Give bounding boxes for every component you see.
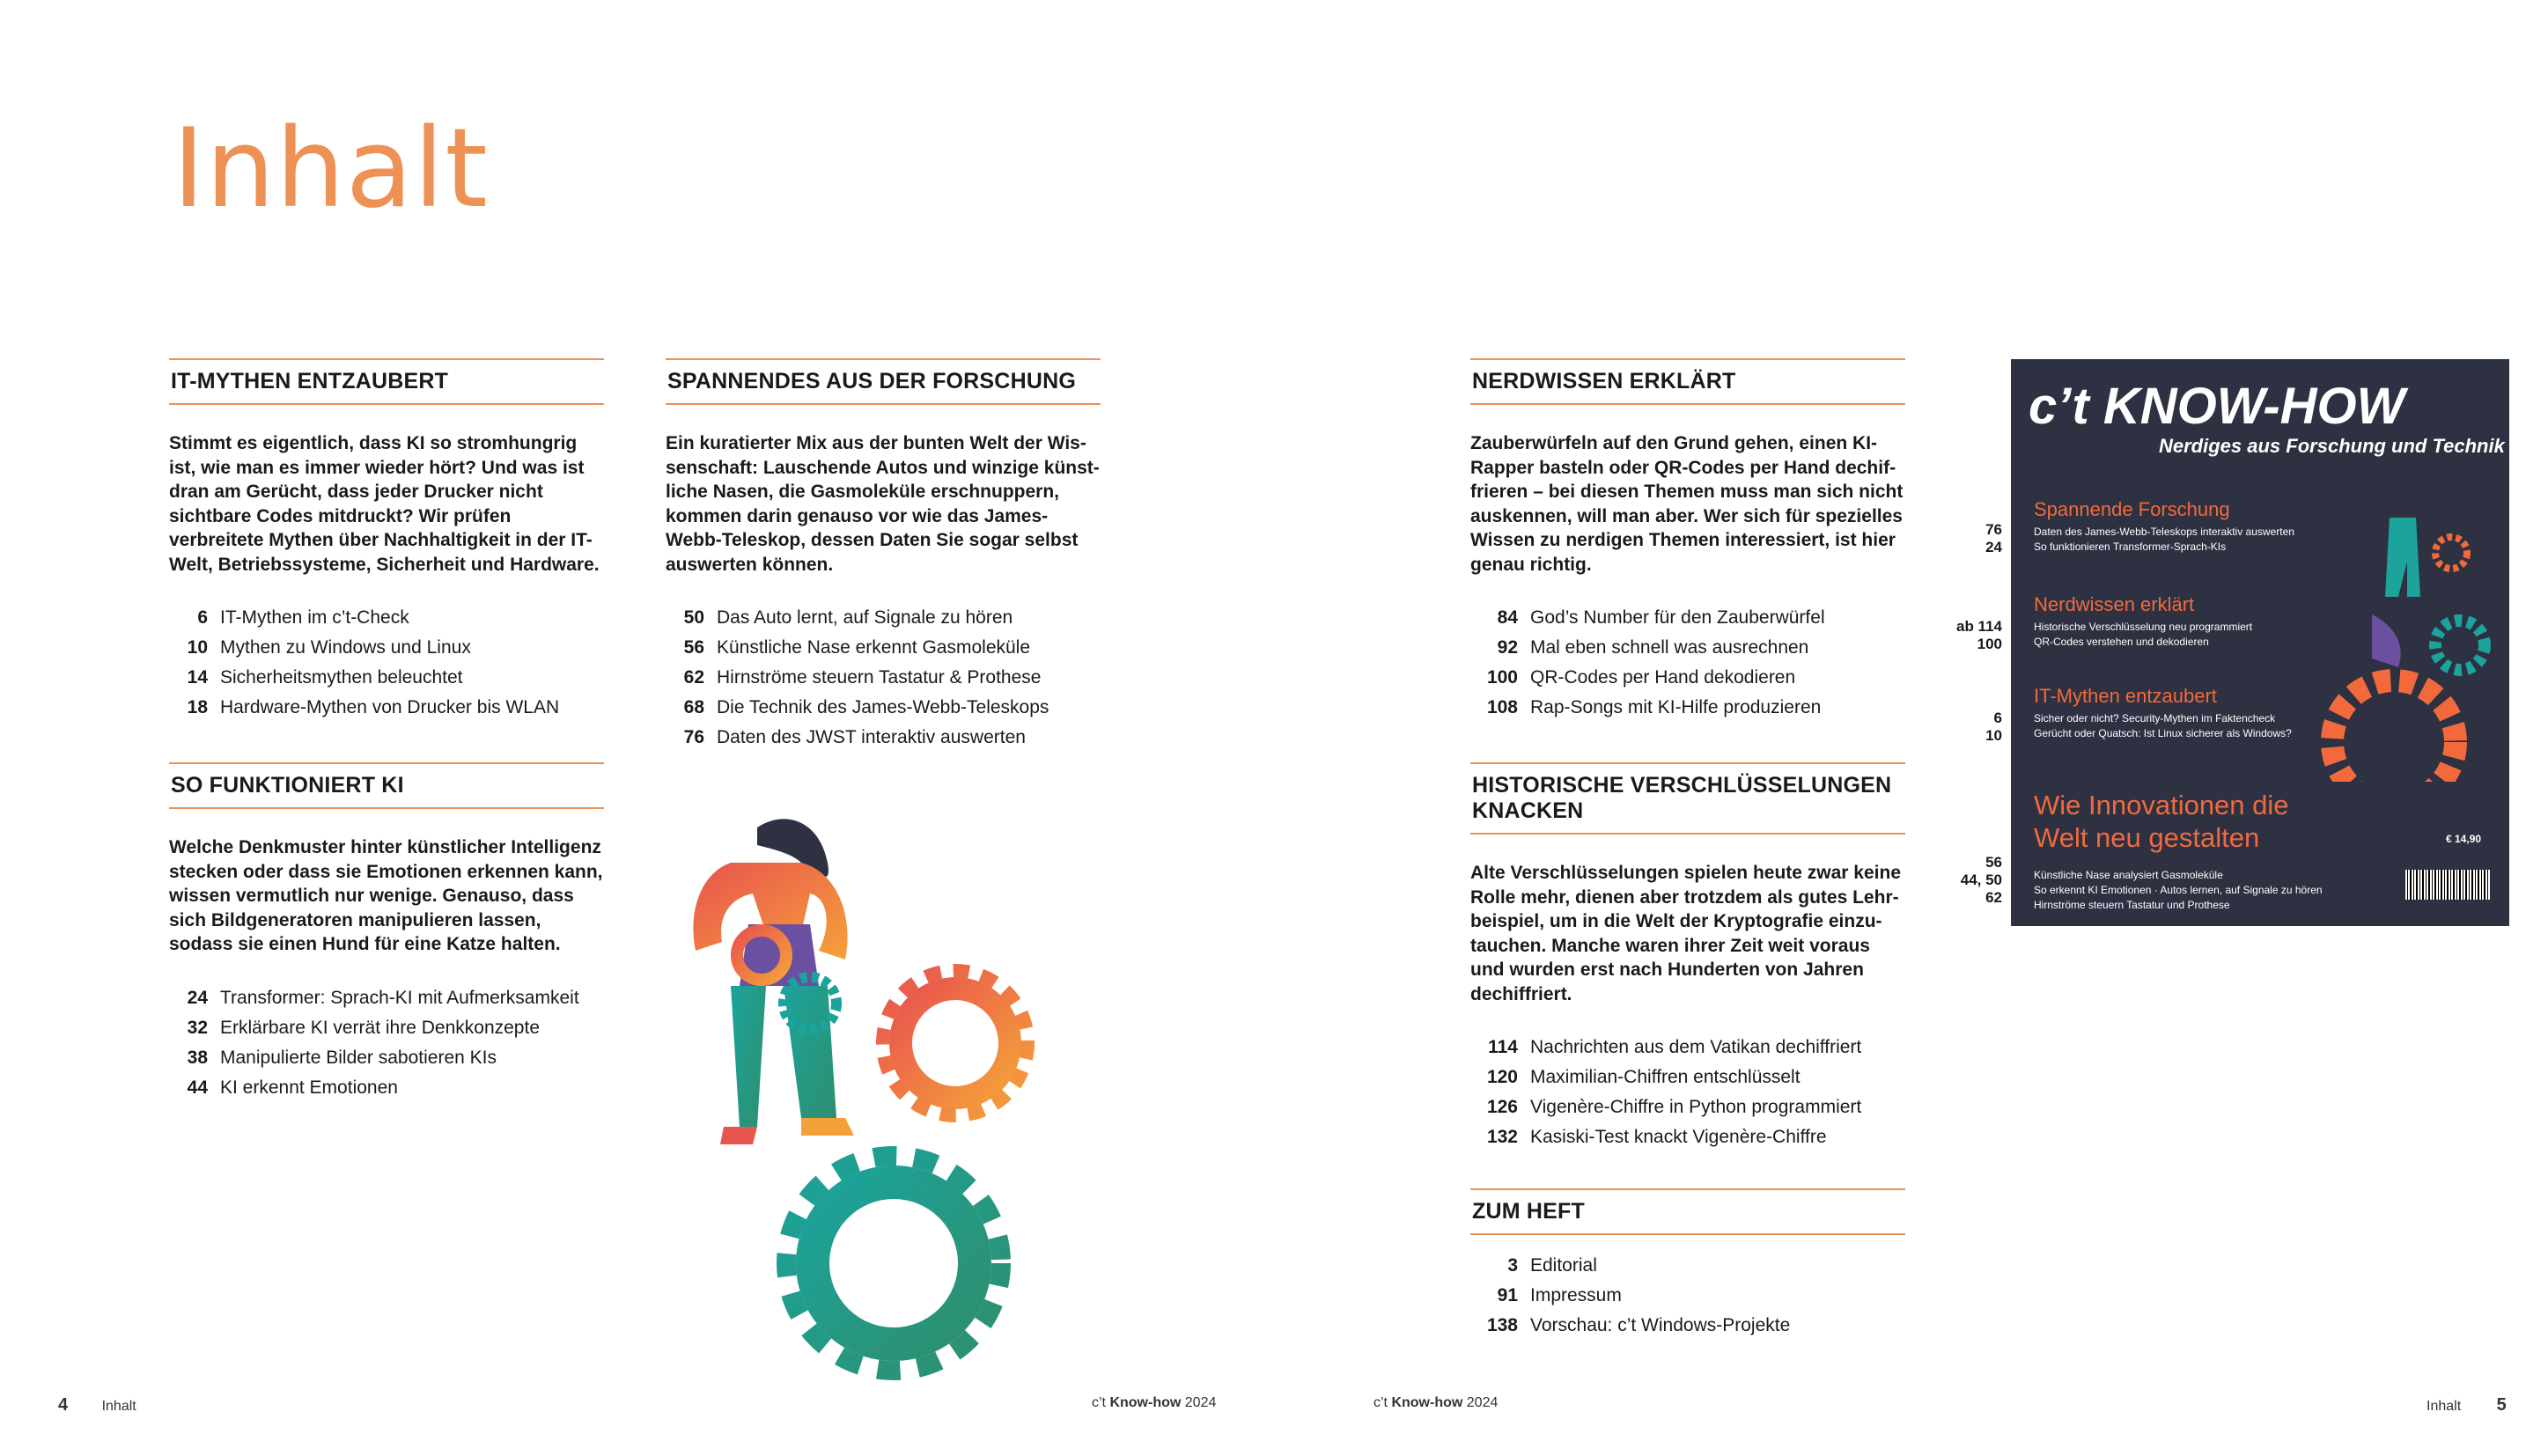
entry-title: Editorial [1530,1255,1597,1276]
page-number: 92 [1497,637,1518,658]
footer-brand-right [1373,1395,1498,1411]
cover-ref: 10 [1985,727,2002,744]
cover-line: Sicher oder nicht? Security-Mythen im Faktencheck [2034,712,2276,724]
cover-line: Hirnströme steuern Tastatur und Prothese [2034,899,2230,911]
cover-gear-shape [2435,621,2485,670]
section-ki [169,762,604,1103]
page-number: 14 [187,667,208,688]
brand-name: Know-how [1391,1395,1463,1410]
toc-entry[interactable] [169,633,604,663]
entry-title: Sicherheitsmythen beleuchtet [220,667,463,688]
cover-ref: 62 [1985,889,2002,906]
cover-headline: Wie Innovationen die Welt neu gestalten [2034,790,2289,853]
cover-line: Historische Verschlüsselung neu programmiert [2034,621,2253,633]
toc-entry[interactable] [169,1043,604,1073]
page-number: 62 [683,667,704,688]
entry-title: God’s Number für den Zauberwürfel [1530,607,1825,628]
section-heading: IT-MYTHEN ENTZAUBERT [169,358,604,405]
toc-entry[interactable] [1470,1281,1905,1311]
brand-year: 2024 [1184,1395,1217,1410]
toc-entry[interactable] [1470,663,1905,693]
cover-ref: ab 114 [1956,618,2002,635]
page-number: 44 [187,1077,208,1098]
toc-entry[interactable] [169,693,604,723]
toc-list [1470,1251,1905,1341]
toc-entry[interactable] [666,693,1101,723]
right-shoe-shape [801,1118,854,1136]
page-number: 108 [1486,697,1518,717]
entry-title: Maximilian-Chiffren entschlüsselt [1530,1067,1801,1087]
page-number: 18 [187,697,208,717]
section-intro: Alte Verschlüsselungen spielen heute zwar keine Rolle mehr, dienen aber trotzdem als gutes Lehrbeispiel, um in die Welt der Kryptografie einzutauchen. Manche waren ihrer Zeit weit voraus und wurden erst nach Hunderten von Jahren dechiffriert. [1470,863,1902,1004]
section-intro: Stimmt es eigentlich, dass KI so stromhungrig ist, wie man es immer wieder hört? Und was ist dran am Gerücht, dass jeder Drucker nicht sichtbare Codes mitdruckt? Wir prüfen verbreitete Mythen über Nachhaltigkeit in der IT-Welt, Betriebssysteme, Sicherheit und Hardware. [169,433,600,575]
page-number: 84 [1497,607,1518,628]
cover-figure-shape [2385,518,2420,597]
cover-line: Künstliche Nase analysiert Gasmoleküle [2034,869,2223,881]
section-it-mythen [169,358,604,723]
section-forschung [666,358,1101,753]
left-leg-shape [731,986,766,1127]
toc-entry[interactable] [1470,1251,1905,1281]
cover-ref: 76 [1985,521,2002,538]
footer-label: Inhalt [2426,1399,2462,1414]
cover-logo: c’t KNOW-HOW [2029,378,2405,435]
cover-ref: 6 [1993,710,2002,726]
entry-title: Rap-Songs mit KI-Hilfe produzieren [1530,697,1822,717]
entry-title: Vorschau: c’t Windows-Projekte [1530,1315,1791,1335]
entry-title: Hardware-Mythen von Drucker bis WLAN [220,697,560,717]
toc-entry[interactable] [1470,1063,1905,1092]
page-number: 38 [187,1047,208,1068]
page-number: 10 [187,637,208,658]
toc-entry[interactable] [169,603,604,633]
page-number: 76 [683,727,704,747]
brand-prefix: c’t [1373,1395,1388,1410]
page-number: 126 [1486,1097,1518,1117]
barcode [2405,870,2490,900]
cover-subtitle: Nerdiges aus Forschung und Technik [2159,435,2505,457]
section-heading: SPANNENDES AUS DER FORSCHUNG [666,358,1101,405]
toc-list [1470,1033,1905,1152]
section-intro: Ein kuratierter Mix aus der bunten Welt der Wissenschaft: Lauschende Autos und winzige künstliche Nasen, die Gasmoleküle erschnuppern, kommen darin genauso vor wie das James-Webb-Teleskop, dessen Daten Sie sogar selbst auswerten können. [666,433,1100,575]
page-number: 138 [1486,1315,1518,1335]
toc-entry[interactable] [169,1073,604,1103]
entry-title: Vigenère-Chiffre in Python programmiert [1530,1097,1862,1117]
entry-title: Transformer: Sprach-KI mit Aufmerksamkeit [220,987,579,1008]
teal-gear-shape [813,1182,975,1344]
entry-title: Das Auto lernt, auf Signale zu hören [717,607,1013,628]
entry-title: Künstliche Nase erkennt Gasmoleküle [717,637,1031,658]
page-number: 3 [1507,1255,1518,1276]
page-number: 114 [1488,1037,1518,1057]
entry-title: Kasiski-Test knackt Vigenère-Chiffre [1530,1127,1827,1147]
entry-title: Hirnströme steuern Tastatur & Prothese [717,667,1042,688]
section-heading: ZUM HEFT [1470,1188,1905,1235]
toc-entry[interactable] [1470,603,1905,633]
right-leg-shape [784,986,836,1118]
cover-line: So funktionieren Transformer-Sprach-KIs [2034,540,2227,553]
entry-title: Mal eben schnell was ausrechnen [1530,637,1809,658]
toc-entry[interactable] [1470,1092,1905,1122]
toc-entry[interactable] [169,663,604,693]
magazine-cover[interactable] [2011,359,2509,926]
section-intro: Zauberwürfeln auf den Grund gehen, einen KI-Rapper basteln oder QR-Codes per Hand dechiffrieren – bei diesen Themen muss man sich nicht auskennen, will man aber. Wer sich für spezielles Wissen zu nerdigen Themen interessiert, ist hier genau richtig. [1470,433,1904,575]
left-shoe-shape [720,1127,757,1144]
footer-label: Inhalt [101,1399,136,1414]
entry-title: KI erkennt Emotionen [220,1077,398,1098]
brand-prefix: c’t [1092,1395,1106,1410]
toc-entry[interactable] [169,1013,604,1043]
toc-entry[interactable] [1470,633,1905,663]
section-historisch [1470,762,1905,1152]
page-number: 91 [1497,1285,1518,1305]
toc-list [169,983,604,1103]
section-heading: HISTORISCHE VERSCHLÜSSELUNGEN KNACKEN [1470,762,1905,835]
toc-list [169,603,604,723]
cover-line: Daten des James-Webb-Teleskops interaktiv auswerten [2034,526,2294,538]
page-number: 68 [683,697,704,717]
toc-entry[interactable] [666,663,1101,693]
page-number: 24 [187,987,208,1008]
section-heading: SO FUNKTIONIERT KI [169,762,604,809]
cover-heading: IT-Mythen entzaubert [2034,685,2217,707]
brand-name: Know-how [1109,1395,1182,1410]
cover-ref: 44, 50 [1960,871,2002,888]
cover-ref: 56 [1985,854,2002,871]
toc-entry[interactable] [666,603,1101,633]
footer-brand-left [1092,1395,1216,1411]
toc-entry[interactable] [1470,1311,1905,1341]
toc-list [666,603,1101,753]
toc-entry[interactable] [1470,1122,1905,1152]
footer-left [58,1395,136,1416]
page-number: 100 [1486,667,1518,688]
toc-entry[interactable] [1470,1033,1905,1063]
section-nerdwissen [1470,358,1905,723]
page-number: 132 [1486,1127,1518,1147]
page-number: 56 [683,637,704,658]
gears-illustration [669,810,1057,1391]
cover-ref: 24 [1985,539,2002,555]
section-zum-heft [1470,1188,1905,1341]
cover-line: Gerücht oder Quatsch: Ist Linux sicherer als Windows? [2034,727,2292,739]
toc-entry[interactable] [169,983,604,1013]
section-heading: NERDWISSEN ERKLÄRT [1470,358,1905,405]
entry-title: Erklärbare KI verrät ihre Denkkonzepte [220,1017,540,1038]
page-number: 6 [197,607,208,628]
orange-gear-shape [901,989,1010,1098]
cover-price: € 14,90 [2446,833,2482,845]
toc-list [1470,603,1905,723]
entry-title: Nachrichten aus dem Vatikan dechiffriert [1530,1037,1862,1057]
entry-title: Impressum [1530,1285,1622,1305]
entry-title: IT-Mythen im c’t-Check [220,607,409,628]
cover-heading: Spannende Forschung [2034,498,2230,520]
page-number: 120 [1486,1067,1518,1087]
toc-entry[interactable] [666,633,1101,663]
section-intro: Welche Denkmuster hinter künstlicher Intelligenz stecken oder dass sie Emotionen erkennen kann, wissen vermutlich nur wenige. Genauso, dass sich Bildgeneratoren manipulieren lassen, sodass sie einen Hund für eine Katze halten. [169,837,603,954]
entry-title: Manipulierte Bilder sabotieren KIs [220,1047,497,1068]
cover-ref: 100 [1977,636,2002,652]
entry-title: Die Technik des James-Webb-Teleskops [717,697,1049,717]
toc-entry[interactable] [1470,693,1905,723]
entry-title: QR-Codes per Hand dekodieren [1530,667,1796,688]
cover-figure-shape [2372,614,2401,667]
toc-entry[interactable] [666,723,1101,753]
cover-line: So erkennt KI Emotionen · Autos lernen, auf Signale zu hören [2034,884,2323,896]
page-title: Inhalt [173,106,489,232]
page-number-right: 5 [2496,1395,2507,1415]
cover-gear-shape [2332,680,2456,782]
page-number: 32 [187,1017,208,1038]
entry-title: Mythen zu Windows und Linux [220,637,471,658]
cover-heading: Nerdwissen erklärt [2034,593,2195,615]
page-number: 50 [683,607,704,628]
cover-line: QR-Codes verstehen und dekodieren [2034,636,2209,648]
brand-year: 2024 [1466,1395,1499,1410]
footer-right [2426,1395,2507,1416]
page-number-left: 4 [58,1395,69,1415]
cover-illustration [2275,491,2509,782]
entry-title: Daten des JWST interaktiv auswerten [717,727,1026,747]
cover-gear-shape [2435,537,2467,569]
